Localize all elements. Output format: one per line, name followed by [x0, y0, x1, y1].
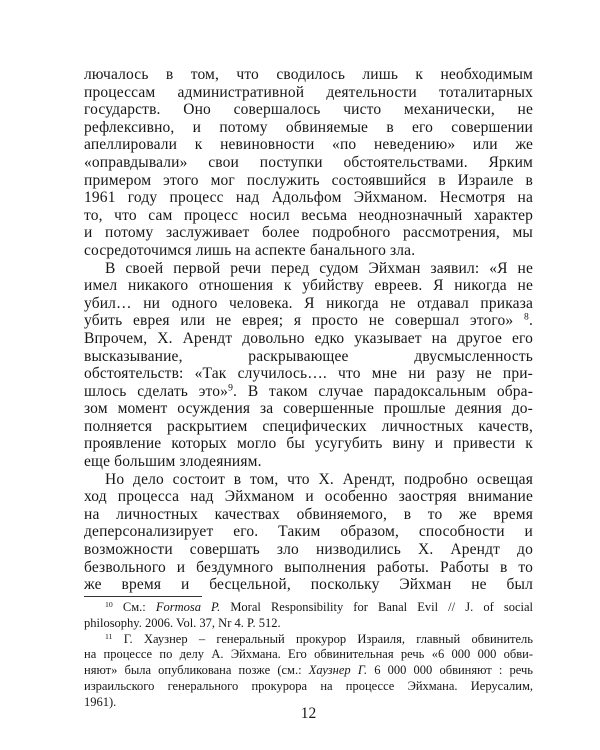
footnote-line: $^{11}$ Г. Хаузнер – генеральный прокурор Израиля, главный обвинитель [105, 631, 533, 646]
body-line: примером этого мог послужить состоявшийся в Израиле в [84, 171, 533, 189]
footnote-line: няют» была опубликована позже (см.: Хаузнер Г. 6 000 000 обвиняют : речь [84, 663, 533, 678]
body-line: рефлексивно, и потому обвиняемые в его совершении [84, 118, 533, 136]
footnote-ref: 9 [228, 382, 234, 394]
body-line: еще большим злодеяниям. [84, 453, 262, 471]
body-line: имел никакого отношения к убийству евреев. Я никогда не [84, 277, 533, 295]
body-line: Но дело состоит в том, что Х. Арендт, подробно освещая [105, 470, 533, 488]
body-line: шлось сделать это»$^9$. В таком случае парадоксальным обра- [84, 382, 533, 400]
page-number: 12 [300, 705, 317, 722]
body-line: полняется раскрытием специфических личностных качеств, [84, 417, 533, 435]
body-line: В своей первой речи перед судом Эйхман заявил: «Я не [105, 259, 533, 277]
body-line: возможности совершать зло низводились Х. Арендт до [84, 541, 533, 559]
body-paragraph [84, 471, 533, 594]
footnote-line: на процессе по делу А. Эйхмана. Его обвинительная речь «6 000 000 обви- [84, 647, 533, 662]
body-line: зом момент осуждения за совершенные прошлые деяния до- [84, 400, 533, 418]
footnote-line: $^{10}$ См.: Formosa P. Moral Responsibility for Banal Evil // J. of social [105, 600, 533, 614]
footnote-rule [84, 596, 202, 597]
body-text [84, 66, 533, 594]
body-line: обстоятельств: «Так случилось…. что мне ни разу не при- [84, 365, 533, 383]
body-line: деперсонализирует его. Таким образом, способности и [84, 523, 533, 541]
footnote-line: philosophy. 2006. Vol. 37, Nr 4. P. 512. [84, 615, 281, 630]
body-line: то, что сам процесс носил весьма неоднозначный характер [84, 206, 533, 224]
body-line: убил… ни одного человека. Я никогда не отдавал приказа [84, 294, 533, 312]
body-line: высказывание, раскрывающее двусмысленность [84, 347, 533, 365]
italic-text: Хаузнер Г. [308, 663, 368, 678]
footnote-ref: 10 [105, 600, 113, 609]
body-line: и потому заслуживает более подробного рассмотрения, мы [84, 224, 533, 242]
body-paragraph [84, 260, 533, 471]
footnote-ref: 11 [105, 631, 113, 641]
body-line: убить еврея или не еврея; я просто не совершал этого» $^8$. [84, 312, 533, 330]
body-line: ход процесса над Эйхманом и особенно заостряя внимание [84, 488, 533, 506]
body-line: 1961 году процесс над Адольфом Эйхманом. Несмотря на [84, 189, 533, 207]
footnote-line: 1961). [84, 694, 117, 709]
body-line: же время и бесцельной, поскольку Эйхман не был [84, 576, 533, 594]
footnote-line: израильского генерального прокурора на процессе Эйхмана. Иерусалим, [84, 678, 533, 693]
body-line: лючалось в том, что сводилось лишь к необходимым [84, 66, 533, 83]
body-line: процессам административной деятельности тоталитарных [84, 83, 533, 101]
body-line: апеллировали к невиновности «по неведению» или же [84, 136, 533, 154]
footnote [84, 632, 533, 711]
footnote [84, 600, 533, 632]
body-line: безвольного и бездумного выполнения работы. Работы в то [84, 558, 533, 576]
italic-text: Formosa P. [155, 600, 221, 614]
body-paragraph [84, 66, 533, 260]
body-line: на личностных качествах обвиняемого, в то же время [84, 505, 533, 523]
body-line: государств. Оно совершалось чисто механически, не [84, 101, 533, 119]
body-line: сосредоточимся лишь на аспекте банального зла. [84, 241, 416, 259]
body-line: Впрочем, Х. Арендт довольно едко указывает на другое его [84, 329, 533, 347]
body-line: проявление которых могло бы усугубить вину и привести к [84, 435, 533, 453]
footnotes [84, 600, 533, 711]
footnote-ref: 8 [524, 312, 529, 324]
body-line: «оправдывали» свои поступки обстоятельствами. Ярким [84, 153, 533, 171]
